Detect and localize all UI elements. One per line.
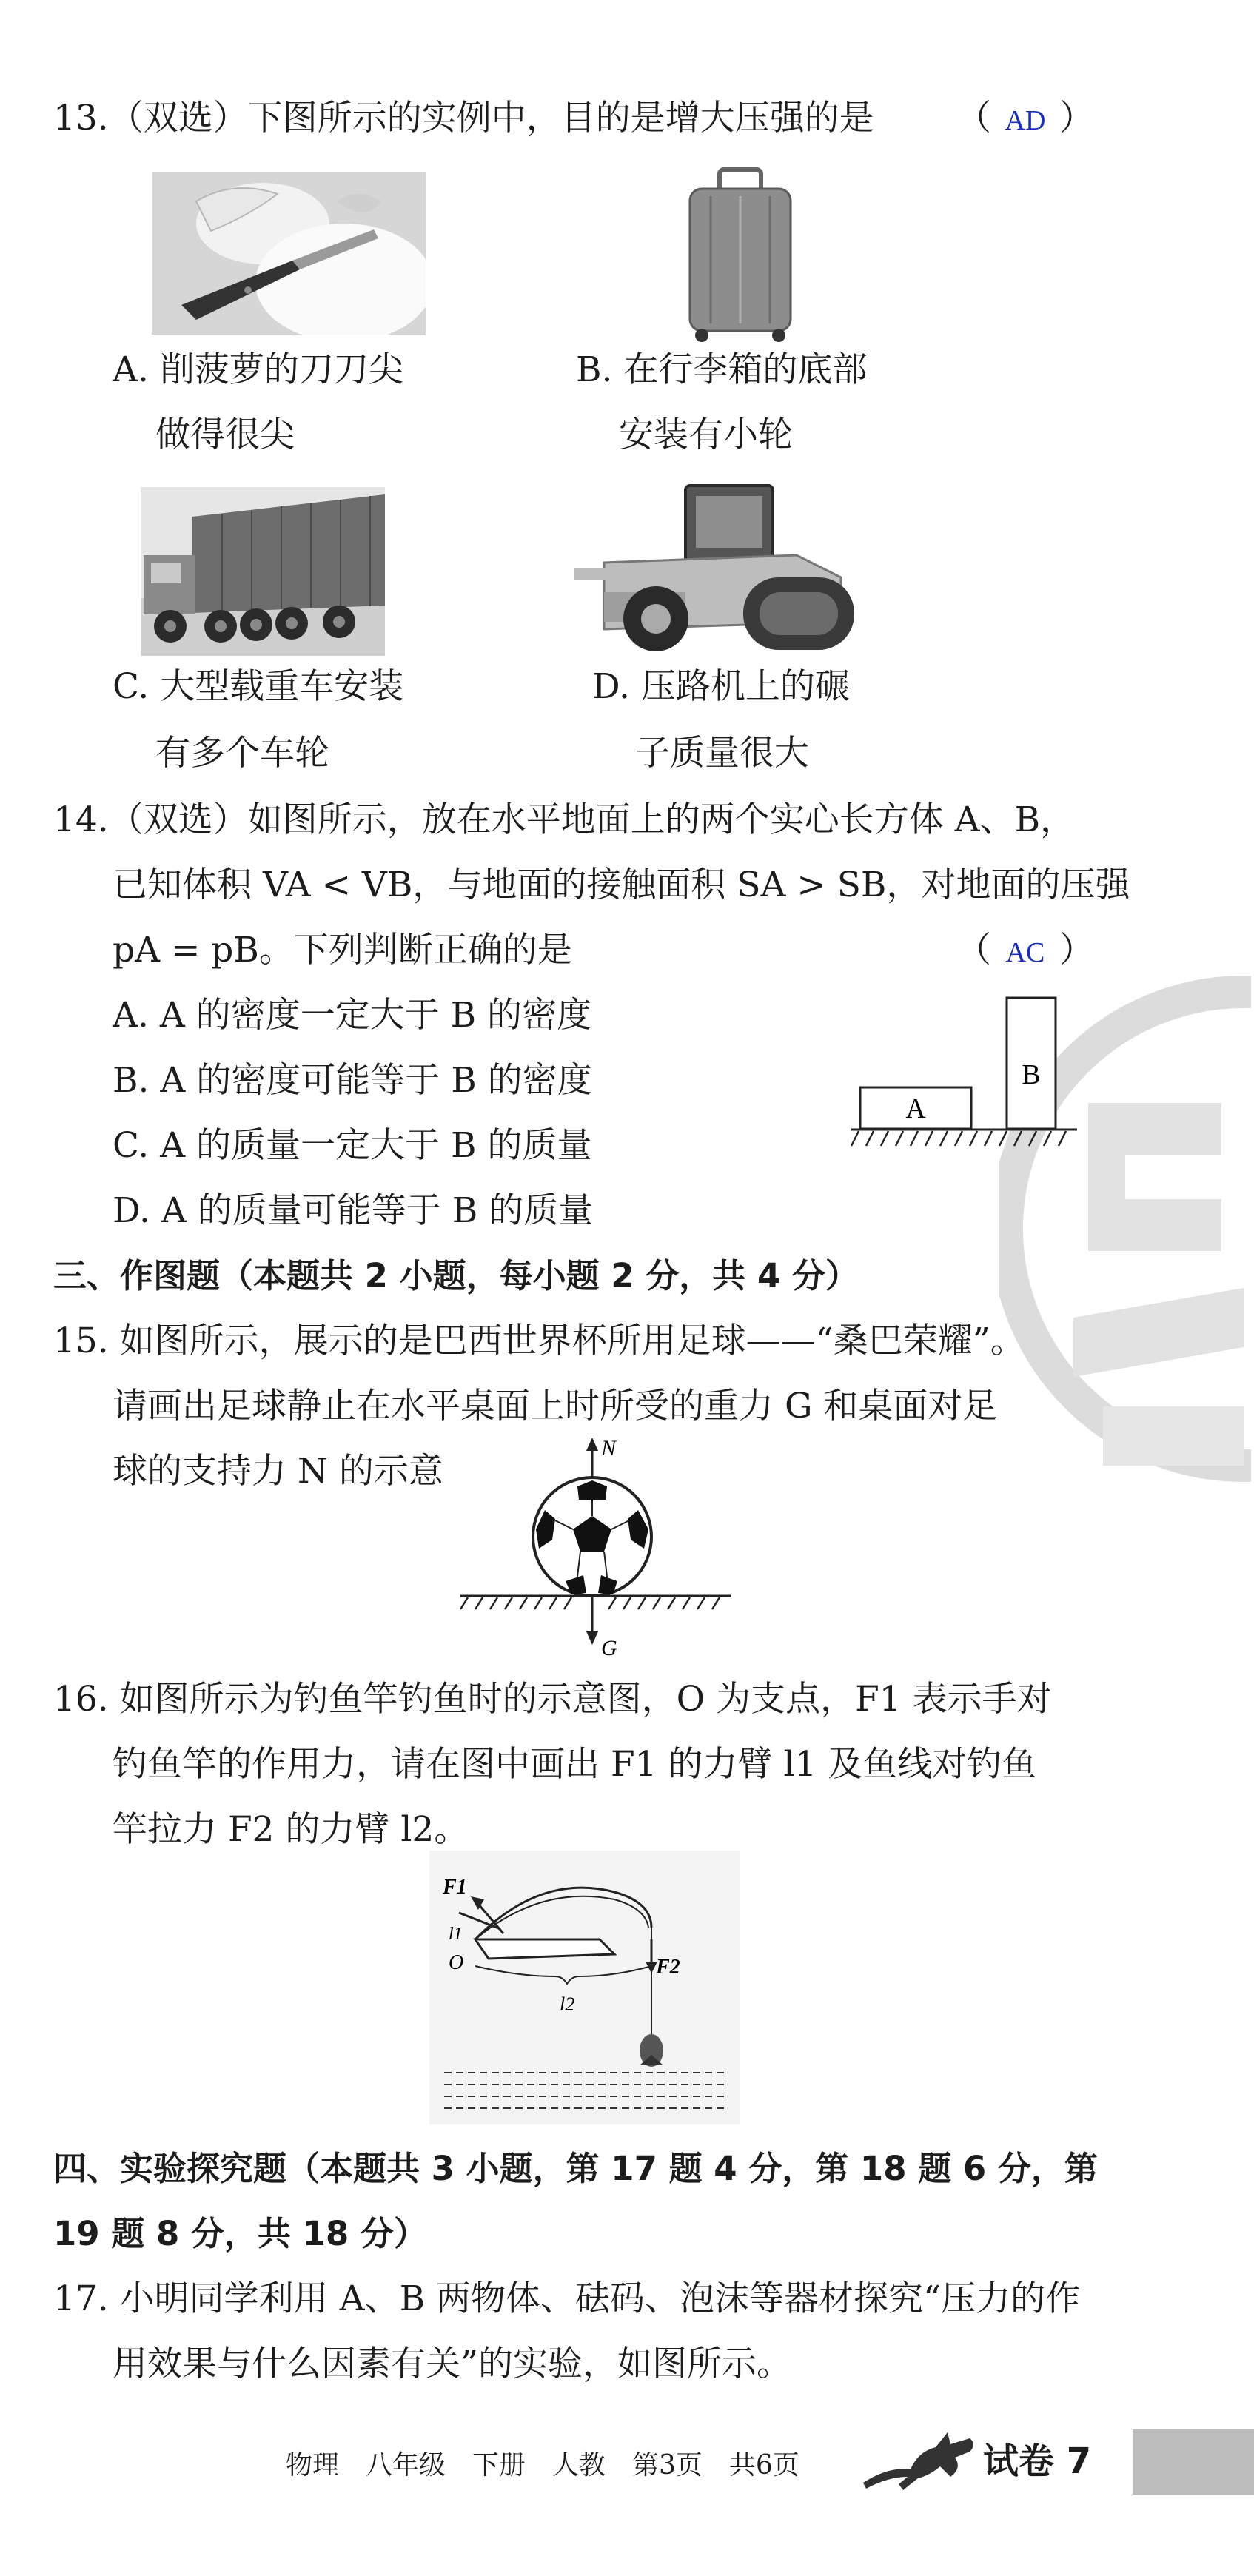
q16-f2-label: F2 <box>656 1956 680 1979</box>
q16-stem-line3: 竿拉力 F2 的力臂 l2。 <box>113 1809 469 1850</box>
q15-n-label: N <box>601 1436 617 1460</box>
suitcase-photo <box>681 167 799 344</box>
q14-option-d: D. A 的质量可能等于 B 的质量 <box>113 1190 594 1231</box>
q14-option-a: A. A 的密度一定大于 B 的密度 <box>113 995 592 1036</box>
q17-stem-line1: 17. 小明同学利用 A、B 两物体、砝码、泡沫等器材探究“压力的作 <box>53 2278 1081 2319</box>
q16-fishing-rod-figure <box>429 1851 740 2124</box>
q15-stem-line2: 请画出足球静止在水平桌面上时所受的重力 G 和桌面对足 <box>113 1386 998 1426</box>
q13-option-d-line1: D. 压路机上的碾 <box>592 666 850 707</box>
q14-answer: AC <box>1005 937 1045 968</box>
q16-l2-label: l2 <box>560 1993 575 2015</box>
q16-stem-line1: 16. 如图所示为钓鱼竿钓鱼时的示意图，O 为支点，F1 表示手对 <box>53 1679 1052 1720</box>
section-4-heading-line1: 四、实验探究题（本题共 3 小题，第 17 题 4 分，第 18 题 6 分，第 <box>53 2149 1098 2188</box>
q16-l1-label: l1 <box>449 1925 463 1944</box>
q16-stem-line2: 钓鱼竿的作用力，请在图中画出 F1 的力臂 l1 及鱼线对钓鱼 <box>113 1744 1037 1785</box>
q14-block-b-label: B <box>1022 1059 1041 1090</box>
q16-f1-label: F1 <box>443 1876 467 1899</box>
q15-soccer-ball-figure <box>453 1436 739 1658</box>
section-3-heading: 三、作图题（本题共 2 小题，每小题 2 分，共 4 分） <box>53 1256 859 1295</box>
horse-logo-icon <box>859 2422 985 2493</box>
q13-option-a-line2: 做得很尖 <box>155 415 295 455</box>
footer-info: 物理 八年级 下册 人教 第3页 共6页 <box>286 2450 799 2481</box>
q15-stem-line1: 15. 如图所示，展示的是巴西世界杯所用足球——“桑巴荣耀”。 <box>53 1321 1025 1361</box>
q14-option-c: C. A 的质量一定大于 B 的质量 <box>113 1125 592 1166</box>
q14-stem-line2: 已知体积 VA < VB，与地面的接触面积 SA > SB，对地面的压强 <box>113 865 1130 905</box>
q15-g-label: G <box>601 1636 617 1658</box>
q14-stem-line1: 14.（双选）如图所示，放在水平地面上的两个实心长方体 A、B， <box>53 799 1076 840</box>
q14-stem-line3: pA = pB。下列判断正确的是 <box>113 930 572 970</box>
q14-answer-bracket: （ AC ） <box>956 928 1094 975</box>
road-roller-photo <box>574 481 862 656</box>
q13-answer-bracket: （ AD ） <box>956 96 1094 143</box>
q14-blocks-figure <box>851 990 1081 1161</box>
heavy-truck-photo <box>141 487 385 656</box>
q13-option-d-line2: 子质量很大 <box>635 733 809 774</box>
q13-option-a-line1: A. 削菠萝的刀刀尖 <box>113 349 403 390</box>
q13-option-b-line1: B. 在行李箱的底部 <box>576 349 868 390</box>
q14-option-b: B. A 的密度可能等于 B 的密度 <box>113 1060 592 1101</box>
footer-badge: 试卷 7 <box>983 2441 1092 2482</box>
q15-stem-line3: 球的支持力 N 的示意 <box>113 1451 444 1492</box>
q14-block-a-label: A <box>905 1093 926 1124</box>
q13-option-c-line2: 有多个车轮 <box>155 733 329 774</box>
q17-stem-line2: 用效果与什么因素有关”的实验，如图所示。 <box>113 2344 792 2384</box>
footer-badge-band <box>1133 2429 1254 2495</box>
q16-o-label: O <box>449 1951 464 1974</box>
q13-stem: 13.（双选）下图所示的实例中，目的是增大压强的是 <box>53 98 874 138</box>
pineapple-knife-photo <box>152 172 426 335</box>
q13-answer: AD <box>1005 105 1046 136</box>
q13-option-c-line1: C. 大型载重车安装 <box>113 666 404 707</box>
section-4-heading-line2: 19 题 8 分，共 18 分） <box>53 2214 427 2253</box>
q13-option-b-line2: 安装有小轮 <box>619 415 793 455</box>
